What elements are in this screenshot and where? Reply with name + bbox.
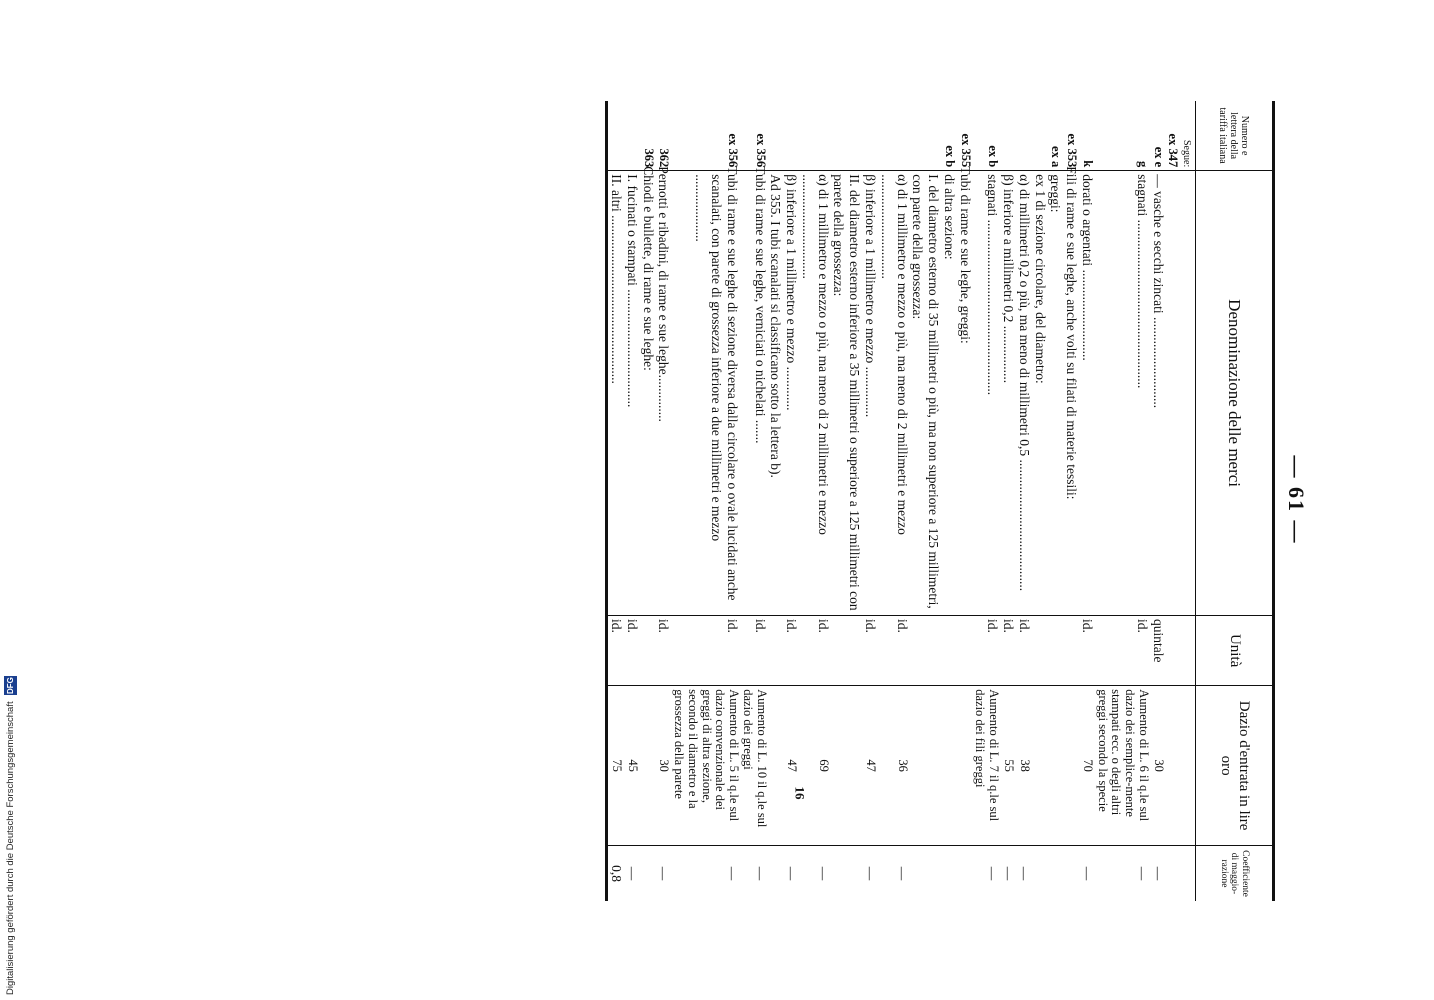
table-row bbox=[1095, 101, 1150, 901]
row-duty: 70 bbox=[1079, 686, 1095, 846]
row-unit bbox=[957, 616, 973, 686]
row-coefficient: — bbox=[1016, 846, 1032, 902]
table-row bbox=[1166, 101, 1181, 901]
row-description: Ad 355. I tubi scanalati si classificano sotto la lettera b). bbox=[768, 171, 784, 616]
row-description: II. del diametro esterno inferiore a 35 millimetri o superiore a 125 millimetri con parete della grossezza: bbox=[831, 171, 863, 616]
row-description: β) inferiore a 1 millimetro e mezzo ............. bbox=[783, 171, 799, 616]
row-duty: Aumento di L. 7 il q.le sul dazio dei fili greggi bbox=[973, 689, 1002, 822]
row-unit bbox=[910, 616, 942, 686]
row-coefficient: — bbox=[862, 846, 878, 902]
page-number: — 61 — bbox=[1284, 455, 1309, 545]
row-description: — vasche e secchi zincati ........................... bbox=[1150, 171, 1166, 616]
row-description: greggi: bbox=[1048, 171, 1064, 616]
dfg-logo: DFG bbox=[6, 676, 15, 694]
table-row bbox=[831, 101, 863, 901]
row-number: Segue: bbox=[1181, 140, 1192, 168]
row-unit: id. bbox=[671, 616, 740, 686]
row-number: 363 bbox=[641, 148, 656, 168]
table-row bbox=[624, 101, 640, 901]
row-duty: 45 bbox=[624, 686, 640, 846]
header-coefficient: Coefficiente di maggio-razione bbox=[1196, 846, 1274, 902]
row-duty bbox=[957, 686, 973, 846]
row-duty: 30 bbox=[1150, 686, 1166, 846]
row-duty bbox=[1048, 686, 1064, 846]
row-unit: id. bbox=[878, 616, 910, 686]
row-description: I. fucinati o stampati ................................... bbox=[624, 171, 640, 616]
row-coefficient: 0,8 bbox=[607, 846, 624, 902]
row-number: ex b bbox=[942, 145, 957, 168]
table-row bbox=[862, 101, 878, 901]
row-number: 362 bbox=[657, 148, 672, 168]
row-number bbox=[1016, 101, 1032, 171]
row-unit: quintale bbox=[1150, 616, 1166, 686]
row-number bbox=[862, 101, 878, 171]
row-number: ex b bbox=[986, 145, 1001, 168]
row-coefficient: — bbox=[973, 846, 1001, 902]
row-coefficient: — bbox=[799, 846, 831, 902]
row-description: stagnati .................................................... bbox=[973, 171, 1001, 616]
row-coefficient: — bbox=[783, 846, 799, 902]
row-description: α) di 1 millimetro e mezzo o più, ma meno di 2 millimetri e mezzo ............................... bbox=[799, 171, 831, 616]
header-description: Denominazione delle merci bbox=[1196, 171, 1274, 616]
table-row bbox=[1063, 101, 1079, 901]
row-unit: id. bbox=[1079, 616, 1095, 686]
digitization-credit bbox=[4, 600, 18, 995]
row-number bbox=[831, 101, 863, 171]
table-row bbox=[1079, 101, 1095, 901]
row-coefficient bbox=[1180, 846, 1195, 902]
table-row bbox=[1000, 101, 1016, 901]
row-unit: id. bbox=[1000, 616, 1016, 686]
row-coefficient: — bbox=[1000, 846, 1016, 902]
row-unit bbox=[1180, 616, 1195, 686]
row-unit bbox=[768, 616, 784, 686]
row-number bbox=[783, 101, 799, 171]
row-description: stagnati .................................................. bbox=[1095, 171, 1150, 616]
row-unit: id. bbox=[740, 616, 768, 686]
table-row bbox=[973, 101, 1001, 901]
row-coefficient bbox=[1032, 846, 1048, 902]
row-description: dorati o argentati ........................... bbox=[1079, 171, 1095, 616]
row-number bbox=[799, 101, 831, 171]
row-coefficient bbox=[768, 846, 784, 902]
row-unit: id. bbox=[607, 616, 624, 686]
row-coefficient: — bbox=[1150, 846, 1166, 902]
row-unit bbox=[941, 616, 957, 686]
header-number: Numero e lettera della tariffa italiana bbox=[1196, 101, 1274, 171]
row-coefficient bbox=[1063, 846, 1079, 902]
row-duty bbox=[768, 686, 784, 846]
row-number bbox=[878, 101, 910, 171]
row-description bbox=[1180, 171, 1195, 616]
row-duty: 47 bbox=[783, 686, 799, 846]
row-unit bbox=[831, 616, 863, 686]
table-row bbox=[1032, 101, 1048, 901]
table-row bbox=[783, 101, 799, 901]
row-number bbox=[1032, 101, 1048, 171]
row-number bbox=[1000, 101, 1016, 171]
credit-text: Digitalisierung gefördert durch die Deutsche Forschungsgemeinschaft bbox=[5, 701, 16, 995]
row-coefficient: — bbox=[740, 846, 768, 902]
table-row bbox=[1048, 101, 1064, 901]
header-duty: Dazio d'entrata in lire oro bbox=[1196, 686, 1274, 846]
row-number bbox=[607, 101, 624, 171]
row-coefficient bbox=[1048, 846, 1064, 902]
row-duty: 47 bbox=[862, 686, 878, 846]
row-coefficient bbox=[831, 846, 863, 902]
row-duty: 30 bbox=[656, 686, 672, 846]
row-duty: 55 bbox=[1000, 686, 1016, 846]
row-coefficient bbox=[1166, 846, 1181, 902]
row-number bbox=[624, 101, 640, 171]
row-unit: id. bbox=[973, 616, 1001, 686]
rotated-page bbox=[117, 85, 1317, 915]
row-duty bbox=[1166, 686, 1181, 846]
row-duty bbox=[831, 686, 863, 846]
table-row bbox=[768, 101, 784, 901]
table-row bbox=[799, 101, 831, 901]
row-coefficient: — bbox=[1095, 846, 1150, 902]
table-row bbox=[1016, 101, 1032, 901]
row-description: α) di 1 millimetro e mezzo o più, ma meno di 2 millimetri e mezzo ............................... bbox=[878, 171, 910, 616]
row-duty: Aumento di L. 6 il q.le sul dazio dei semplice-mente stampati ecc. o degli altri greggi secondo la specie bbox=[1095, 689, 1151, 822]
row-duty: Aumento di L. 10 il q.le sul dazio dei greggi bbox=[740, 689, 769, 828]
table-header-row bbox=[1196, 101, 1274, 901]
table-row bbox=[1180, 101, 1195, 901]
row-unit: id. bbox=[1095, 616, 1150, 686]
row-duty bbox=[1063, 686, 1079, 846]
row-coefficient: — bbox=[878, 846, 910, 902]
row-duty: 69 bbox=[799, 686, 831, 846]
row-number: ex 353 bbox=[1065, 133, 1080, 168]
row-duty bbox=[1032, 686, 1048, 846]
row-description: Tubi di rame e sue leghe, verniciati o nichelati ....... bbox=[740, 171, 768, 616]
row-unit bbox=[640, 616, 656, 686]
table-row bbox=[878, 101, 910, 901]
row-number: ex 356 bbox=[726, 133, 741, 168]
row-description: Tubi di rame e sue leghe, greggi: bbox=[957, 171, 973, 616]
row-duty bbox=[941, 686, 957, 846]
row-description: Pernotti e ribadini, di rame e sue leghe.............. bbox=[656, 171, 672, 616]
row-coefficient bbox=[957, 846, 973, 902]
table-row bbox=[607, 101, 624, 901]
row-number: ex 356 bbox=[753, 133, 768, 168]
row-number: ex 347 bbox=[1166, 133, 1181, 168]
row-coefficient bbox=[910, 846, 942, 902]
table-row bbox=[1150, 101, 1166, 901]
table-row bbox=[640, 101, 656, 901]
table-row bbox=[671, 101, 740, 901]
row-unit: id. bbox=[862, 616, 878, 686]
row-description: Fili di rame e sue leghe, anche volti su filati di materie tessili: bbox=[1063, 171, 1079, 616]
row-unit bbox=[1166, 616, 1181, 686]
row-duty: Aumento di L. 5 il q.le sul dazio convenzionale dei greggi di altra sezione, secondo il diametro e la grossezza della parete bbox=[672, 689, 742, 822]
row-description bbox=[1166, 171, 1181, 616]
row-unit bbox=[1048, 616, 1064, 686]
row-unit: id. bbox=[1016, 616, 1032, 686]
row-number: g bbox=[1135, 160, 1150, 168]
row-number bbox=[768, 101, 784, 171]
tariff-table bbox=[605, 101, 1275, 901]
row-duty: 75 bbox=[607, 686, 624, 846]
row-coefficient bbox=[640, 846, 656, 902]
row-number: ex 355 bbox=[958, 133, 973, 168]
row-duty bbox=[1180, 686, 1195, 846]
row-duty: 38 bbox=[1016, 686, 1032, 846]
row-coefficient: — bbox=[671, 846, 740, 902]
footer-page-number: 16 bbox=[792, 786, 808, 800]
table-row bbox=[656, 101, 672, 901]
row-unit: id. bbox=[656, 616, 672, 686]
table-row bbox=[957, 101, 973, 901]
row-description: ex 1 di sezione circolare, del diametro: bbox=[1032, 171, 1048, 616]
row-description: I. del diametro esterno di 35 millimetri o più, ma non superiore a 125 millimetri, con parete della grossezza: bbox=[910, 171, 942, 616]
row-coefficient: — bbox=[1079, 846, 1095, 902]
row-description: α) di millimetri 0,2 o più, ma meno di millimetri 0,5 ....................................... bbox=[1016, 171, 1032, 616]
table-row bbox=[910, 101, 942, 901]
table-row bbox=[740, 101, 768, 901]
table-row bbox=[941, 101, 957, 901]
row-description: II. altri .................................................. bbox=[607, 171, 624, 616]
row-number bbox=[910, 101, 942, 171]
row-coefficient: — bbox=[656, 846, 672, 902]
row-duty: 36 bbox=[878, 686, 910, 846]
row-unit: id. bbox=[783, 616, 799, 686]
row-coefficient: — bbox=[624, 846, 640, 902]
row-number: ex e bbox=[1151, 146, 1166, 168]
row-duty bbox=[910, 686, 942, 846]
row-unit: id. bbox=[799, 616, 831, 686]
header-unit: Unità bbox=[1196, 616, 1274, 686]
row-description: β) inferiore a millimetri 0,2 ................. bbox=[1000, 171, 1016, 616]
row-unit bbox=[1032, 616, 1048, 686]
row-number: ex a bbox=[1049, 146, 1064, 168]
row-number: k bbox=[1080, 160, 1095, 168]
row-unit bbox=[1063, 616, 1079, 686]
row-coefficient bbox=[941, 846, 957, 902]
row-duty bbox=[640, 686, 656, 846]
row-description: Chiodi e bullette, di rame e sue leghe: bbox=[640, 171, 656, 616]
row-unit: id. bbox=[624, 616, 640, 686]
row-description: di altra sezione: bbox=[941, 171, 957, 616]
row-description: Tubi di rame e sue leghe di sezione diversa dalla circolare o ovale lucidati anche scanalati, con parete di grossezza inferiore a due millimetri e mezzo .................... bbox=[671, 171, 740, 616]
row-description: β) inferiore a 1 millimetro e mezzo ............... bbox=[862, 171, 878, 616]
